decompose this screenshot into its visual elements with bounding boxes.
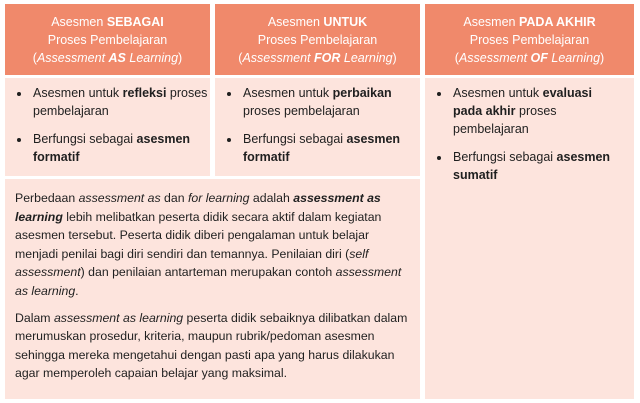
points-of-learning xyxy=(425,78,634,399)
header-line-3: (Assessment OF Learning) xyxy=(454,51,605,65)
header-for-learning xyxy=(215,4,420,75)
description-box xyxy=(5,179,420,399)
header-line-2: Proses Pembelajaran xyxy=(469,33,590,47)
list-item: • Asesmen untuk evaluasi pada akhir proses pembelajaran xyxy=(451,84,616,138)
points-as-learning xyxy=(5,78,210,176)
header-line-1: Asesmen PADA AKHIR xyxy=(463,15,596,29)
header-line-2: Proses Pembelajaran xyxy=(257,33,378,47)
header-line-1: Asesmen UNTUK xyxy=(267,15,368,29)
description-paragraph-2: Dalam assessment as learning peserta didik sebaiknya dilibatkan dalam merumuskan prosedur, kriteria, maupun rubrik/pedoman asesmen sehingga mereka mengetahui dengan pasti apa yang harus dilakukan agar memperoleh capaian belajar yang maksimal. xyxy=(15,310,408,381)
header-of-learning xyxy=(425,4,634,75)
header-line-2: Proses Pembelajaran xyxy=(47,33,168,47)
list-item: • Berfungsi sebagai asesmen sumatif xyxy=(451,148,616,184)
header-line-3: (Assessment FOR Learning) xyxy=(238,51,397,65)
header-as-learning xyxy=(5,4,210,75)
description-paragraph-1: Perbedaan assessment as dan for learning adalah assessment as learning lebih melibatkan peserta didik secara aktif dalam kegiatan asesmen tersebut. Peserta didik diberi pengalaman untuk belajar menjadi penilai bagi diri sendiri dan temannya. Penilaian diri (self assessment) dan penilaian antarteman merupakan contoh assessment as learning. xyxy=(15,191,402,298)
list-item: • Berfungsi sebagai asesmen formatif xyxy=(31,130,210,166)
list-item: • Berfungsi sebagai asesmen formatif xyxy=(241,130,420,166)
list-item: • Asesmen untuk refleksi proses pembelajaran xyxy=(31,84,210,120)
header-line-3: (Assessment AS Learning) xyxy=(32,51,183,65)
points-for-learning xyxy=(215,78,420,176)
list-item: • Asesmen untuk perbaikan proses pembelajaran xyxy=(241,84,420,120)
header-line-1: Asesmen SEBAGAI xyxy=(51,15,164,29)
